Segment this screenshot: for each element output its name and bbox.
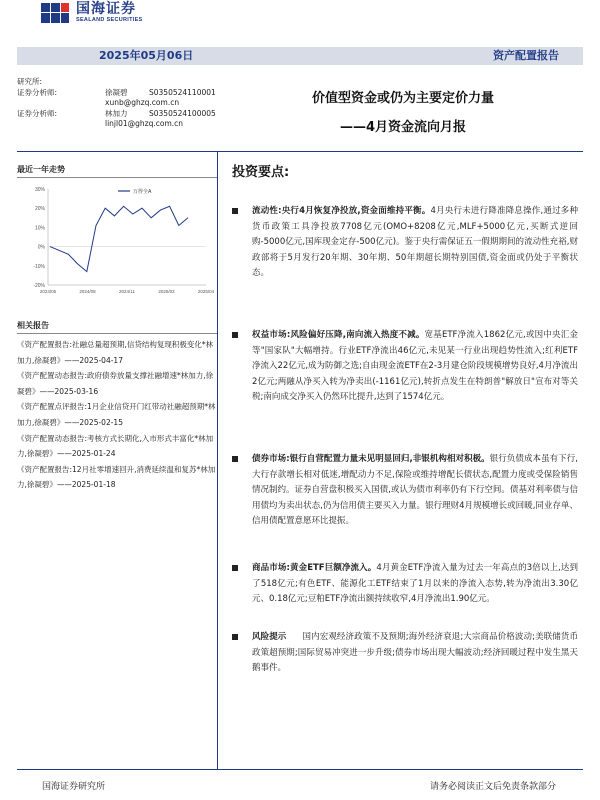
analyst-email: linjl01@ghzq.com.cn — [105, 119, 184, 128]
bullet-text: 4月黄金ETF净流入量为过去一年高点的3倍以上,达到了518亿元;有色ETF、能源化工ETF结束了1月以来的净流入态势,转为净流出3.30亿元、0.18亿元;豆粕ETF净流出额持续收窄,4月净流出1.90亿元。 — [252, 563, 578, 605]
related-report-item[interactable]: 《资产配置动态报告:政府债券放量支撑社融增速*林加力,徐凝碧》——2025-03-16 — [17, 371, 214, 396]
bullet-head: 商品市场:黄金ETF巨额净流入。 — [252, 563, 377, 573]
bullet-marker-icon — [232, 634, 238, 640]
bullet-commodity — [232, 561, 578, 608]
x-tick-label: 2025/04 — [197, 289, 215, 294]
related-rule — [17, 333, 217, 334]
analyst-info — [17, 77, 216, 130]
y-tick-label: 20% — [34, 206, 45, 213]
related-list — [17, 337, 217, 493]
column-divider — [217, 152, 218, 769]
bullet-marker-icon — [232, 208, 238, 214]
analyst-name: 徐凝碧 — [105, 87, 128, 97]
bullet-text: 银行负债成本虽有下行,大行存款增长相对低迷,增配动力不足,保险或维持增配长债状态,配置力度或受保险销售情况制约。证券自营盘积极买入国债,或认为债市利率仍有下行空间。债基对利率债与信用债均为卖出状态,仍为信用债主要买入力量。银行理财4月规模增长或回暖,同业存单、信用债配置意愿环比提振。 — [252, 454, 578, 527]
analyst-cert: S0350524110001 — [149, 87, 216, 97]
meta-label: 证券分析师: — [17, 108, 58, 118]
bullet-head: 债券市场:银行自营配置力量未见明显回归,非银机构相对积极。 — [252, 454, 490, 464]
bullet-text: 4月央行未进行降准降息操作,通过多种货币政策工具净投放7708亿元(OMO+8208亿元,MLF+5000亿元,买断式逆回购-5000亿元,国库现金定存-500亿元)。鉴于央行需保证五一假期期间的流动性充裕,财政部将于5月发行20年期、30年期、50年期超长期特别国债,资金面或仍处于平衡状态。 — [252, 206, 578, 279]
company-logo — [40, 2, 143, 24]
x-tick-label: 2024/11 — [119, 289, 135, 294]
x-tick-label: 2025/02 — [158, 289, 175, 294]
bullet-marker-icon — [232, 332, 238, 338]
meta-row — [17, 88, 216, 99]
x-tick-label: 2024/08 — [79, 289, 96, 294]
logo-name-en: SEALAND SECURITIES — [76, 17, 143, 23]
meta-label: 证券分析师: — [17, 87, 58, 97]
meta-label: 研究所: — [17, 77, 43, 86]
date-bar — [17, 47, 583, 65]
header-divider — [17, 151, 583, 152]
analyst-name: 林加力 — [105, 108, 128, 118]
y-tick-label: 30% — [34, 187, 45, 193]
related-report-item[interactable]: 《资产配置报告:社融总量超预期,信贷结构复现积极变化*林加力,徐凝碧》——2025-04-17 — [17, 340, 214, 365]
bullet-risk — [232, 630, 578, 677]
bullet-equity — [232, 328, 578, 406]
bullet-marker-icon — [232, 456, 238, 462]
bullet-text: 国内宏观经济政策不及预期;海外经济衰退;大宗商品价格波动;美联储货币政策超预期;国际贸易冲突进一步升级;债券市场出现大幅波动;经济回暖过程中发生黑天鹅事件。 — [252, 632, 578, 674]
y-tick-label: 10% — [34, 225, 45, 232]
footer-disclaimer[interactable]: 请务必阅读正文后免责条款部分 — [429, 782, 556, 792]
analyst-email: xunb@ghzq.com.cn — [105, 98, 180, 107]
legend-label: 万得全A — [133, 189, 152, 195]
trend-heading: 最近一年走势 — [17, 165, 65, 174]
related-report-item[interactable]: 《资产配置动态报告:考核方式长期化,入市形式丰富化*林加力,徐凝碧》——2025-01-24 — [17, 433, 214, 459]
meta-row — [17, 77, 216, 88]
series-line — [50, 206, 188, 271]
related-report-item[interactable]: 《资产配置点评报告:1月企业信贷开门红带动社融超预期*林加力,徐凝碧》——2025-02-15 — [17, 402, 216, 427]
bullet-head: 流动性:央行4月恢复净投放,资金面维持平衡。 — [252, 206, 431, 216]
logo-icon — [40, 2, 72, 24]
report-title: 价值型资金或仍为主要定价力量 — [311, 91, 494, 106]
related-heading: 相关报告 — [17, 321, 49, 330]
meta-row — [17, 98, 216, 109]
bullet-text: 宽基ETF净流入1862亿元,或因中央汇金等"国家队"大幅增持。行业ETF净流出46亿元,未见某一行业出现趋势性流入;红利ETF净流入22亿元,成为防御之选;自由现金流ETF在2-3月建仓阶段规模增势良好,4月净流出2亿元;两融从净买入转为净卖出(-1161亿元),转折点发生在特朗普"解放日"宣布对等关税;南向成交净买入仍然环比提升,达到了1574亿元。 — [252, 330, 578, 403]
bullet-head: 权益市场:风险偏好压降,南向流入热度不减。 — [252, 330, 425, 340]
y-tick-label: 0% — [37, 244, 45, 251]
meta-row — [17, 109, 216, 120]
bullet-liquidity — [232, 204, 578, 282]
report-date: 2025年05月06日 — [99, 49, 194, 62]
bullet-marker-icon — [232, 565, 238, 571]
y-tick-label: -20% — [33, 283, 45, 289]
footer-divider — [17, 769, 583, 770]
y-tick-label: -10% — [33, 263, 45, 270]
trend-rule — [17, 177, 217, 178]
analyst-cert: S0350524100005 — [149, 108, 216, 118]
bullet-head: 风险提示 — [252, 632, 287, 642]
meta-row — [17, 119, 216, 130]
footer-institute: 国海证券研究所 — [42, 782, 106, 792]
x-tick-label: 2024/05 — [39, 289, 57, 294]
related-report-item[interactable]: 《资产配置报告:12月社零增速回升,消费延续温和复苏*林加力,徐凝碧》——2025-01-18 — [17, 464, 216, 490]
report-type: 资产配置报告 — [493, 49, 559, 62]
logo-name-cn: 国海证券 — [76, 1, 136, 17]
report-subtitle: ——4月资金流向月报 — [339, 120, 467, 135]
bullet-bond — [232, 452, 578, 530]
section-heading: 投资要点: — [232, 165, 290, 180]
trend-chart — [26, 181, 215, 303]
